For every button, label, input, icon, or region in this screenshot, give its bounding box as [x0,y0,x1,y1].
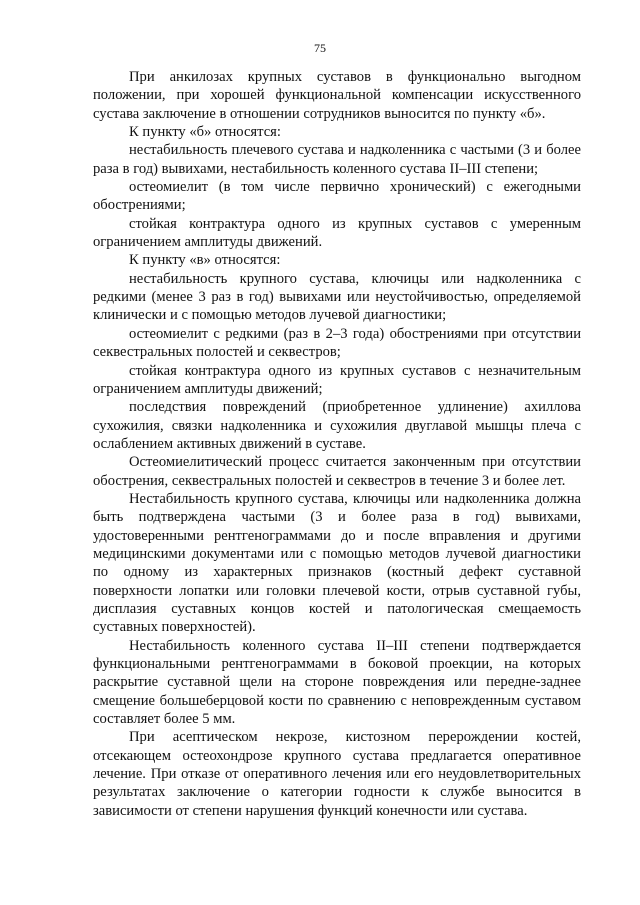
paragraph-osteomyelitic-process: Остеомиелитический процесс считается законченным при отсутствии обострения, секвестральных полостей и секвестров в течение 3 и более лет. [93,454,581,489]
paragraph-point-v-heading: К пункту «в» относятся: [129,252,281,269]
paragraph-ankylosis: При анкилозах крупных суставов в функционально выгодном положении, при хорошей функциональной компенсации искусственного сустава заключение в отношении сотрудников выносится по пункту «б». [93,69,581,122]
paragraph-point-b-osteomyelitis: остеомиелит (в том числе первично хронический) с ежегодными обострениями; [93,179,581,214]
paragraph-point-v-instability: нестабильность крупного сустава, ключицы или надколенника с редкими (менее 3 раз в год) вывихами или неустойчивостью, определяемой клинически и с помощью методов лучевой диагностики; [93,270,581,324]
paragraph-aseptic-necrosis: При асептическом некрозе, кистозном перерождении костей, отсекающем остеохондрозе крупного сустава предлагается оперативное лечение. При отказе от оперативного лечения или его неудовлетворительных результатах заключение о категории годности к службе выносится в зависимости от степени нарушения функций конечности или сустава. [93,729,581,819]
document-body [93,68,581,820]
paragraph-point-b-instability: нестабильность плечевого сустава и надколенника с частыми (3 и более раза в год) вывихами, нестабильность коленного сустава II–III степени; [93,142,581,177]
paragraph-knee-instability: Нестабильность коленного сустава II–III степени подтверждается функциональными рентгенограммами в боковой проекции, на которых раскрытие суставной щели на стороне повреждения или передне-заднее смещение большеберцовой кости по сравнению с неповрежденным суставом составляет более 5 мм. [93,637,581,728]
paragraph-joint-instability-confirmation: Нестабильность крупного сустава, ключицы или надколенника должна быть подтверждена частыми (3 и более раза в год) вывихами, удостоверенными рентгенограммами до и после вправления и другими медицинскими документами или с помощью методов лучевой диагностики по одному из характерных признаков (костный дефект суставной поверхности лопатки или головки плечевой кости, отрыв суставной губы, дисплазия суставных концов костей и патологическая смещаемость суставных поверхностей). [93,490,581,636]
paragraph-point-v-injury-consequences: последствия повреждений (приобретенное удлинение) ахиллова сухожилия, связки надколенника и сухожилия двуглавой мышцы плеча с ослаблением активных движений в суставе. [93,399,581,452]
page-number: 75 [314,41,326,55]
paragraph-point-b-contracture: стойкая контрактура одного из крупных суставов с умеренным ограничением амплитуды движений. [93,215,581,251]
paragraph-point-v-contracture: стойкая контрактура одного из крупных суставов с незначительным ограничением амплитуды движений; [93,362,581,397]
paragraph-point-v-osteomyelitis: остеомиелит с редкими (раз в 2–3 года) обострениями при отсутствии секвестральных полостей и секвестров; [93,325,581,361]
paragraph-point-b-heading: К пункту «б» относятся: [129,124,281,141]
